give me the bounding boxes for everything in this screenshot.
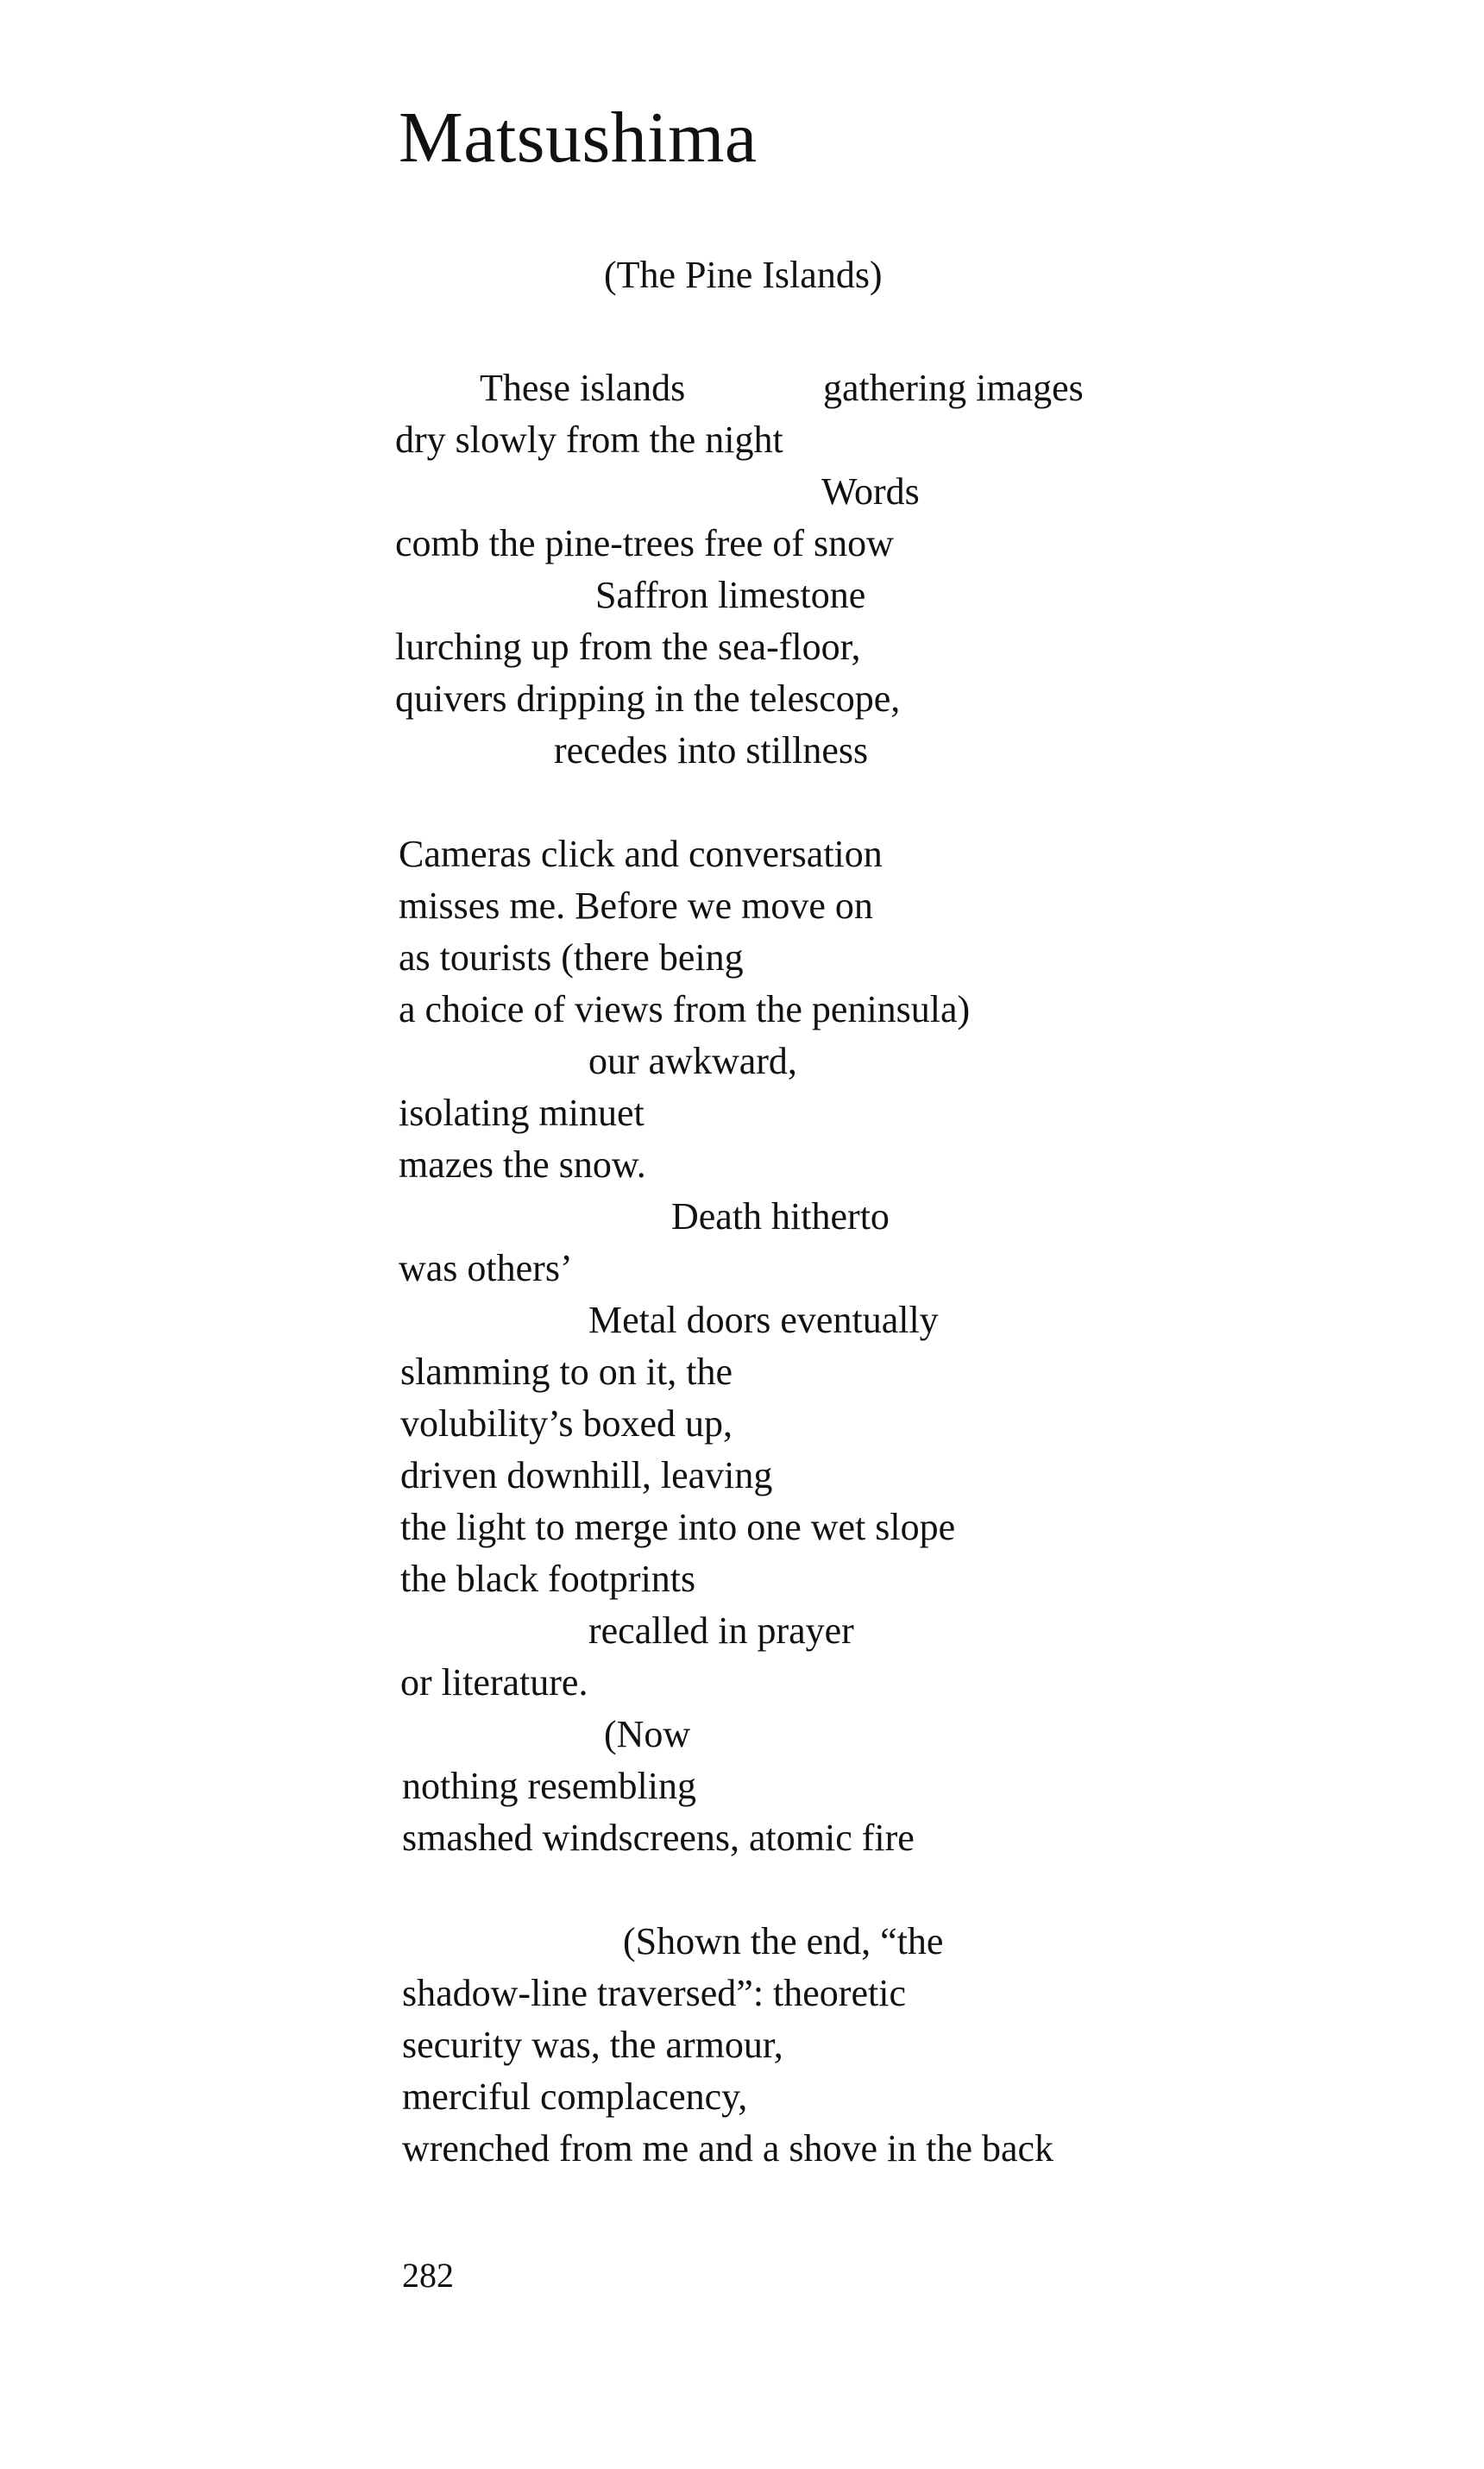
poem-line: Words [821,470,920,513]
poem-line: Death hitherto [671,1195,890,1238]
poem-line: as tourists (there being [399,936,744,979]
poem-line: the light to merge into one wet slope [400,1506,956,1548]
poem-line: lurching up from the sea-floor, [395,626,861,668]
poem-line: a choice of views from the peninsula) [399,988,971,1030]
poem-line: dry slowly from the night [395,419,783,461]
poem-line: our awkward, [588,1040,797,1082]
poem-title: Matsushima [399,98,758,178]
poem-line: Cameras click and conversation [399,833,883,875]
poem-line: comb the pine-trees free of snow [395,522,894,564]
poem-line: merciful complacency, [402,2075,748,2118]
poem-line: Metal doors eventually [588,1299,939,1341]
poem-line: isolating minuet [399,1092,645,1134]
poem-line: smashed windscreens, atomic fire [402,1817,915,1859]
poem-line: wrenched from me and a shove in the back [402,2127,1054,2170]
poem-line: misses me. Before we move on [399,885,873,927]
poem-line: security was, the armour, [402,2024,783,2066]
poem-line: nothing resembling [402,1765,696,1807]
poem-line: shadow-line traversed”: theoretic [402,1972,906,2014]
poem-subtitle: (The Pine Islands) [604,254,883,296]
poem-line: (Now [604,1713,691,1755]
poem-line: quivers dripping in the telescope, [395,677,901,720]
poem-line: These islands [480,367,686,409]
poem-line: was others’ [399,1247,573,1289]
poem-line: the black footprints [400,1558,696,1600]
poem-line: recalled in prayer [588,1609,854,1652]
poem-line: (Shown the end, “the [623,1920,944,1962]
page-number: 282 [402,2256,454,2295]
poem-line: driven downhill, leaving [400,1454,773,1496]
poem-line: Saffron limestone [595,574,866,616]
poem-line: gathering images [823,367,1084,409]
poem-line: or literature. [400,1661,588,1704]
poem-line: slamming to on it, the [400,1351,733,1393]
poem-line: volubility’s boxed up, [400,1402,733,1445]
poem-line: mazes the snow. [399,1143,646,1186]
poem-line: recedes into stillness [554,729,869,772]
